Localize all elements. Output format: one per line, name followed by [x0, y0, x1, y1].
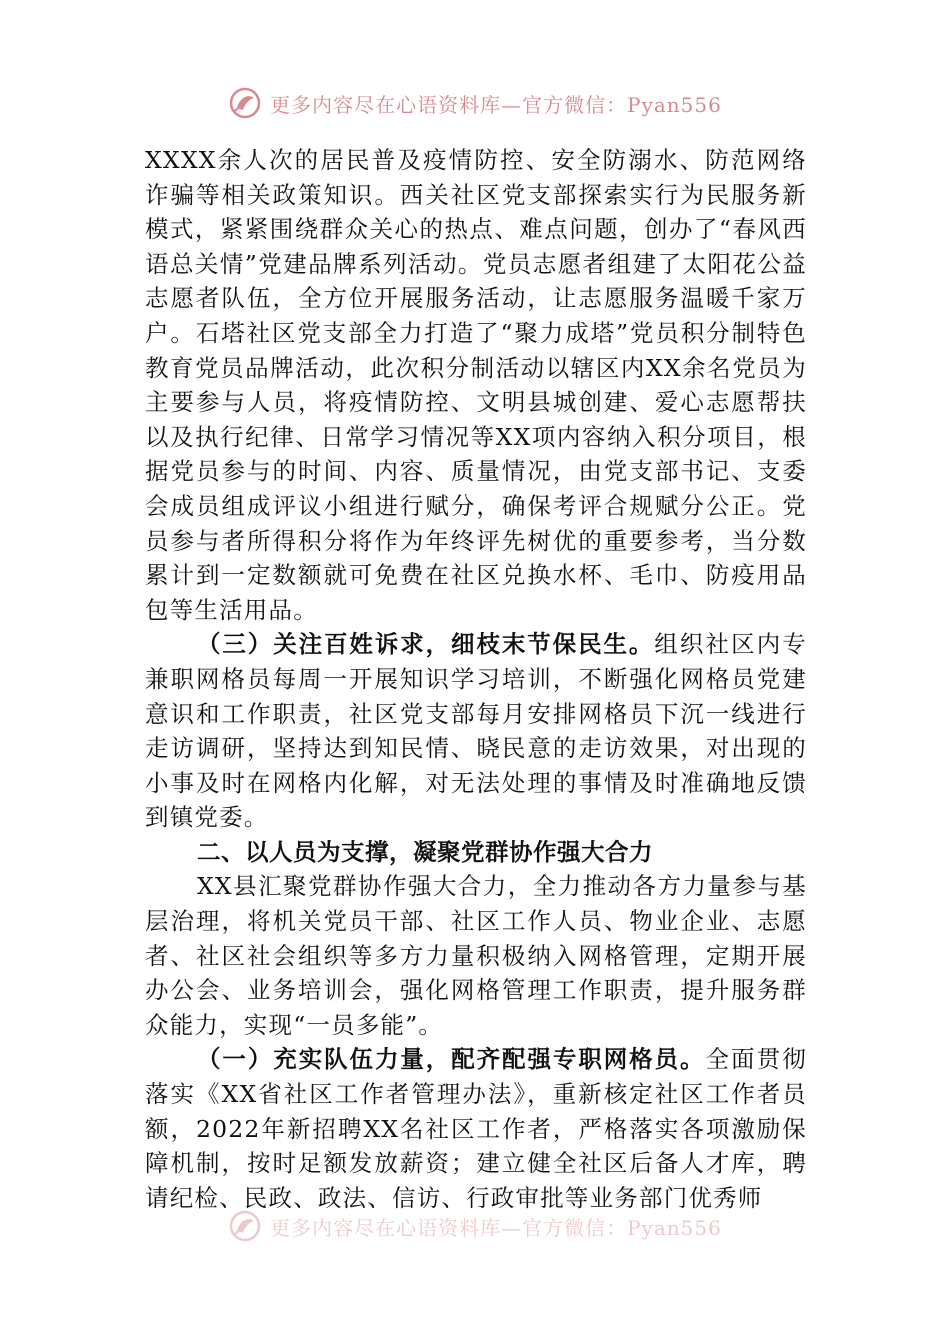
watermark-header [0, 83, 950, 123]
watermark-footer [0, 1206, 950, 1246]
paragraph-2-body: 组织社区内专兼职网格员每周一开展知识学习培训，不断强化网格员党建意识和工作职责，社区党支部每月安排网格员下沉一线进行走访调研，坚持达到知民情、晓民意的走访效果，对出现的小事及时在网格内化解，对无法处理的事情及时准确地反馈到镇党委。 [145, 630, 808, 832]
paragraph-2 [145, 627, 807, 835]
subheading-1: （一）充实队伍力量，配齐配强专职网格员。 [197, 1045, 706, 1074]
paragraph-4 [145, 1042, 807, 1215]
section-heading-2: 二、以人员为支撑，凝聚党群协作强大合力 [197, 837, 653, 866]
watermark-text: 更多内容尽在心语资料库—官方微信：Pyan556 [270, 92, 722, 117]
paragraph-1: XXXX余人次的居民普及疫情防控、安全防溺水、防范网络诈骗等相关政策知识。西关社区党支部探索实行为民服务新模式，紧紧围绕群众关心的热点、难点问题，创办了“春风西语总关情”党建品牌系列活动。党员志愿者组建了太阳花公益志愿者队伍，全方位开展服务活动，让志愿服务温暖千家万户。石塔社区党支部全力打造了“聚力成塔”党员积分制特色教育党员品牌活动，此次积分制活动以辖区内XX余名党员为主要参与人员，将疫情防控、文明县城创建、爱心志愿帮扶以及执行纪律、日常学习情况等XX项内容纳入积分项目，根据党员参与的时间、内容、质量情况，由党支部书记、支委会成员组成评议小组进行赋分，确保考评合规赋分公正。党员参与者所得积分将作为年终评先树优的重要参考，当分数累计到一定数额就可免费在社区兑换水杯、毛巾、防疫用品包等生活用品。 [145, 146, 807, 624]
watermark-text: 更多内容尽在心语资料库—官方微信：Pyan556 [270, 1215, 722, 1240]
paragraph-4-body: 全面贯彻落实《XX省社区工作者管理办法》，重新核定社区工作者员额，2022年新招聘XX名社区工作者，严格落实各项激励保障机制，按时足额发放薪资；建立健全社区后备人才库，聘请纪检、民政、政法、信访、行政审批等业务部门优秀师 [145, 1045, 808, 1212]
document-body [145, 143, 807, 1215]
brand-logo-icon [228, 86, 262, 120]
paragraph-3: XX县汇聚党群协作强大合力，全力推动各方力量参与基层治理，将机关党员干部、社区工作人员、物业企业、志愿者、社区社会组织等多方力量积极纳入网格管理，定期开展办公会、业务培训会，强化网格管理工作职责，提升服务群众能力，实现“一员多能”。 [145, 872, 807, 1039]
brand-logo-icon [228, 1209, 262, 1243]
subheading-3: （三）关注百姓诉求，细枝末节保民生。 [197, 630, 655, 659]
